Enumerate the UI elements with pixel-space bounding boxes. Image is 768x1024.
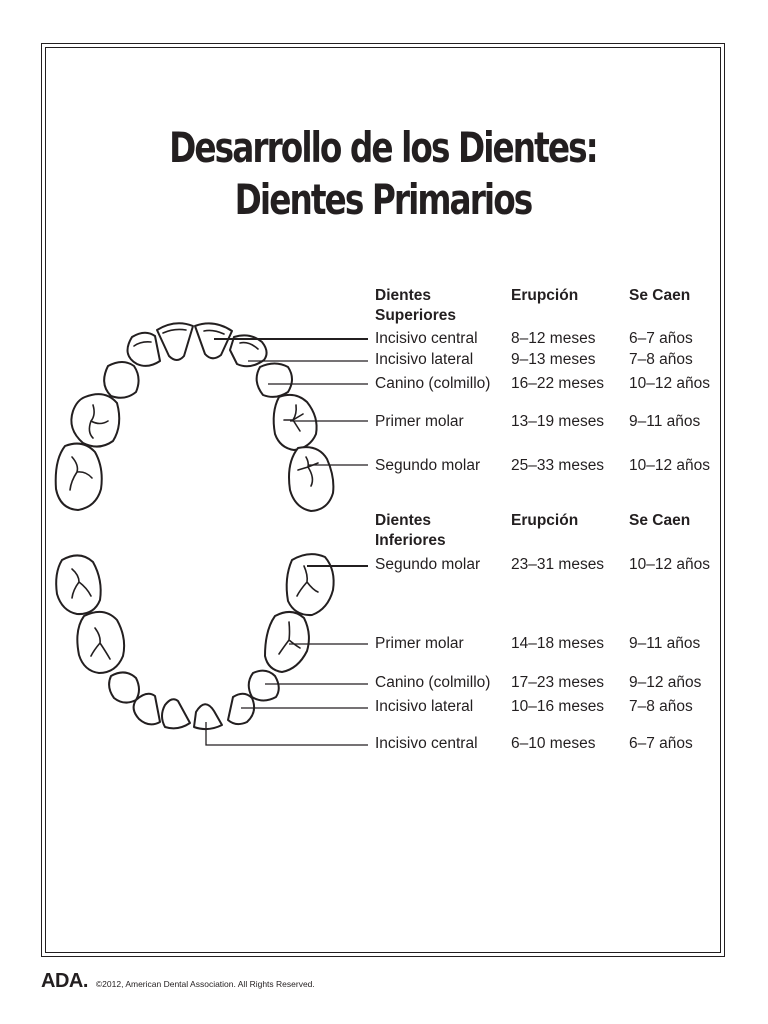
lower-row-2-name: Primer molar [375, 635, 464, 652]
upper-header-teeth [375, 286, 456, 326]
lower-row-4-name: Incisivo lateral [375, 698, 474, 715]
title-line-2: Dientes Primarios [234, 175, 532, 224]
lower-row-5-shed: 6–7 años [629, 735, 693, 752]
lower-row-3-eruption: 17–23 meses [511, 674, 605, 691]
upper-right-canine [104, 362, 138, 398]
footer [41, 970, 315, 993]
upper-row-1-eruption: 8–12 meses [511, 330, 596, 347]
lower-left-second-molar [287, 554, 334, 615]
lower-row-5-eruption: 6–10 meses [511, 735, 596, 752]
upper-header-teeth-line1: Dientes [375, 287, 431, 304]
upper-row-3-eruption: 16–22 meses [511, 375, 605, 392]
lower-row-4-eruption: 10–16 meses [511, 698, 605, 715]
upper-row-2-name: Incisivo lateral [375, 351, 474, 368]
upper-row-1-shed: 6–7 años [629, 330, 693, 347]
lower-header-shed: Se Caen [629, 512, 691, 529]
lower-row-4-shed: 7–8 años [629, 698, 693, 715]
upper-row-3-shed: 10–12 años [629, 375, 711, 392]
upper-row-2-eruption: 9–13 meses [511, 351, 596, 368]
lower-row-1-eruption: 23–31 meses [511, 556, 605, 573]
upper-header-eruption: Erupción [511, 287, 579, 304]
lower-row-2-eruption: 14–18 meses [511, 635, 605, 652]
upper-left-second-molar [289, 447, 333, 511]
upper-right-lateral-incisor [128, 333, 160, 366]
upper-left-canine [257, 364, 292, 397]
lower-header-eruption: Erupción [511, 512, 579, 529]
upper-row-5-shed: 10–12 años [629, 457, 711, 474]
lower-right-central-incisor [162, 699, 190, 728]
lower-left-canine [249, 671, 279, 701]
lower-row-5-name: Incisivo central [375, 735, 478, 752]
lower-right-second-molar [56, 555, 101, 614]
lower-row-2-shed: 9–11 años [629, 635, 701, 652]
copyright-notice: ©2012, American Dental Association. All Rights Reserved. [95, 978, 315, 989]
upper-right-central-incisor [157, 323, 193, 360]
upper-row-2-shed: 7–8 años [629, 351, 693, 368]
upper-row-4-shed: 9–11 años [629, 413, 701, 430]
lower-row-1-name: Segundo molar [375, 556, 481, 573]
upper-row-5-eruption: 25–33 meses [511, 457, 605, 474]
lower-header-teeth [375, 511, 446, 551]
lower-left-lateral-incisor [228, 694, 254, 724]
upper-header-shed: Se Caen [629, 287, 691, 304]
lower-right-canine [109, 672, 139, 702]
upper-row-5-name: Segundo molar [375, 457, 481, 474]
upper-right-second-molar [56, 444, 102, 510]
lower-left-central-incisor [194, 704, 222, 729]
upper-row-1-name: Incisivo central [375, 330, 478, 347]
lower-row-3-name: Canino (colmillo) [375, 674, 491, 691]
lower-header-teeth-line2: Inferiores [375, 532, 446, 549]
lower-right-lateral-incisor [134, 694, 160, 725]
upper-right-first-molar [71, 394, 119, 446]
lower-header-teeth-line1: Dientes [375, 512, 431, 529]
upper-row-4-name: Primer molar [375, 413, 464, 430]
title-line-1: Desarrollo de los Dientes: [169, 123, 597, 172]
upper-header-teeth-line2: Superiores [375, 307, 456, 324]
upper-left-central-incisor [195, 323, 232, 358]
upper-row-4-eruption: 13–19 meses [511, 413, 605, 430]
ada-logo: ADA. [41, 970, 88, 992]
upper-row-3-name: Canino (colmillo) [375, 375, 491, 392]
lower-row-3-shed: 9–12 años [629, 674, 702, 691]
lower-row-1-shed: 10–12 años [629, 556, 711, 573]
